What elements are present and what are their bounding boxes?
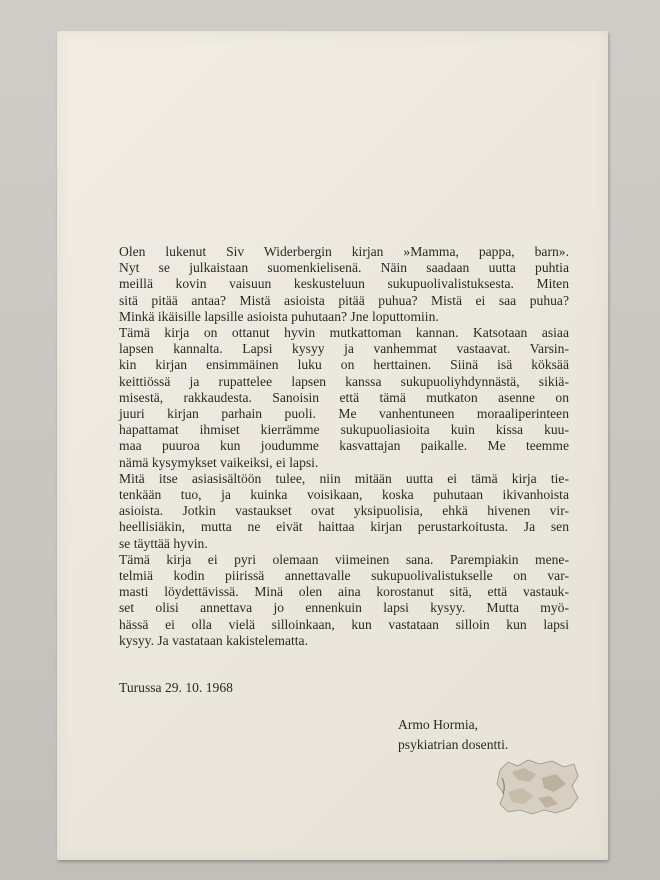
text-line: kysyy. Ja vastataan kakistelematta. xyxy=(119,632,308,648)
text-line: Mitä itse asiasisältöön tulee, niin mitään uutta ei tämä kirja tie- xyxy=(119,470,569,486)
date-line: Turussa 29. 10. 1968 xyxy=(119,680,233,695)
text-line: Tämä kirja on ottanut hyvin mutkattoman kannan. Katsotaan asiaa xyxy=(119,325,569,341)
text-line: heellisiäkin, mutta ne eivät haittaa kirjan perustarkoitusta. Ja sen xyxy=(119,519,569,535)
signature-block xyxy=(398,715,508,755)
paragraph-4 xyxy=(119,552,569,649)
text-line: se täyttää hyvin. xyxy=(119,535,208,551)
text-line: tenkään tuo, ja kuinka voisikaan, koska puhutaan ikivanhoista xyxy=(119,487,569,503)
text-line: meillä kovin vaisuun keskusteluun sukupuolivalistuksesta. Miten xyxy=(119,276,569,292)
text-line: hapattamat ihmiset kierrämme sukupuoliasioita kuin kissa kuu- xyxy=(119,422,569,438)
paragraph-3 xyxy=(119,471,569,552)
text-line: telmiä kodin piirissä annettavalle sukupuolivalistukselle on var- xyxy=(119,568,569,584)
text-line: sitä pitää antaa? Mistä asioista pitää puhua? Mistä ei saa puhua? xyxy=(119,292,569,308)
paragraph-1 xyxy=(119,244,569,325)
text-line: kin kirjan ensimmäinen luku on herttainen. Siinä isä köksää xyxy=(119,357,569,373)
text-line: Minkä ikäisille lapsille asioista puhutaan? Jne loputtomiin. xyxy=(119,308,439,324)
text-line: keittiössä ja rupattelee lapsen kanssa sukupuoliyhdynnästä, sikiä- xyxy=(119,373,569,389)
text-line: Olen lukenut Siv Widerbergin kirjan »Mamma, pappa, barn». xyxy=(119,244,569,259)
text-line: Tämä kirja ei pyri olemaan viimeinen sana. Parempiakin mene- xyxy=(119,551,569,567)
text-line: lapsen kannalta. Lapsi kysyy ja vanhemmat vastaavat. Varsin- xyxy=(119,341,569,357)
text-line: asioista. Jotkin vastaukset ovat yksipuolisia, ehkä hivenen vir- xyxy=(119,503,569,519)
text-line: set olisi annettava jo ennenkuin lapsi kysyy. Mutta myö- xyxy=(119,600,569,616)
torn-label-mark xyxy=(494,758,580,816)
text-line: maa puuroa kun joudumme kasvattajan paikalle. Me teemme xyxy=(119,438,569,454)
text-line: hässä ei olla vielä silloinkaan, kun vastataan silloin kun lapsi xyxy=(119,616,569,632)
cover-text xyxy=(119,244,569,649)
text-line: nämä kysymykset vaikeiksi, ei lapsi. xyxy=(119,454,319,470)
text-line: juuri kirjan parhain puoli. Me vanhentuneen moraaliperinteen xyxy=(119,406,569,422)
paragraph-2 xyxy=(119,325,569,471)
text-line: masti löydettävissä. Minä olen aina korostanut sitä, että vastauk- xyxy=(119,584,569,600)
author-name: Armo Hormia, xyxy=(398,717,479,732)
text-line: Nyt se julkaistaan suomenkielisenä. Näin saadaan uutta puhtia xyxy=(119,260,569,276)
author-title: psykiatrian dosentti. xyxy=(398,737,509,752)
text-line: misestä, rakkaudesta. Sanoisin että tämä mutkaton asenne on xyxy=(119,389,569,405)
